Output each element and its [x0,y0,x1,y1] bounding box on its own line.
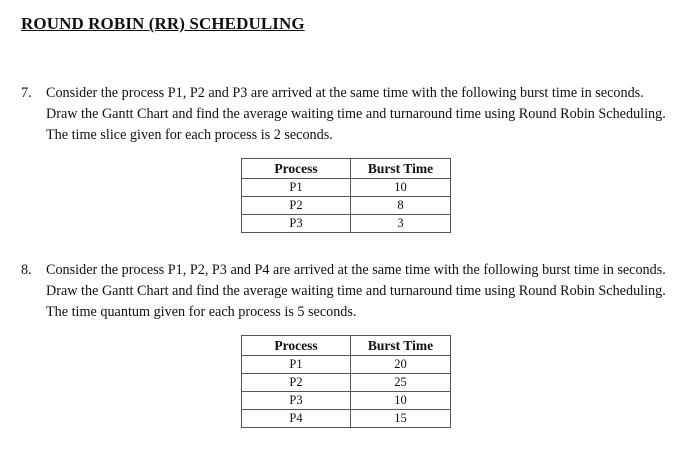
table-header-row [242,159,451,179]
header-process: Process [242,159,351,179]
table-row [242,215,451,233]
question-number: 8. [21,262,32,278]
table-row [242,392,451,410]
cell-burst-time: 3 [351,215,451,233]
cell-process: P4 [242,410,351,428]
table-row [242,356,451,374]
table-row [242,179,451,197]
cell-process: P2 [242,374,351,392]
cell-burst-time: 10 [351,179,451,197]
question-7 [21,83,671,146]
cell-burst-time: 10 [351,392,451,410]
cell-burst-time: 20 [351,356,451,374]
header-burst-time: Burst Time [351,336,451,356]
table-row [242,374,451,392]
cell-burst-time: 8 [351,197,451,215]
header-burst-time: Burst Time [351,159,451,179]
table-header-row [242,336,451,356]
cell-burst-time: 25 [351,374,451,392]
page-title: ROUND ROBIN (RR) SCHEDULING [21,14,305,33]
question-text: Consider the process P1, P2 and P3 are arrived at the same time with the following burst time in seconds. Draw the Gantt Chart and find the average waiting time and turnaround time using Round Robin Scheduling. The time slice given for each process is 2 seconds. [46,85,666,143]
cell-process: P1 [242,356,351,374]
burst-time-table-q7 [241,158,451,233]
cell-burst-time: 15 [351,410,451,428]
question-8 [21,260,671,323]
question-text: Consider the process P1, P2, P3 and P4 are arrived at the same time with the following burst time in seconds. Draw the Gantt Chart and find the average waiting time and turnaround time using Round Robin Scheduling. The time quantum given for each process is 5 seconds. [46,262,666,320]
header-process: Process [242,336,351,356]
cell-process: P3 [242,392,351,410]
cell-process: P1 [242,179,351,197]
question-number: 7. [21,85,32,101]
table-row [242,197,451,215]
cell-process: P3 [242,215,351,233]
cell-process: P2 [242,197,351,215]
table-row [242,410,451,428]
burst-time-table-q8 [241,335,451,428]
